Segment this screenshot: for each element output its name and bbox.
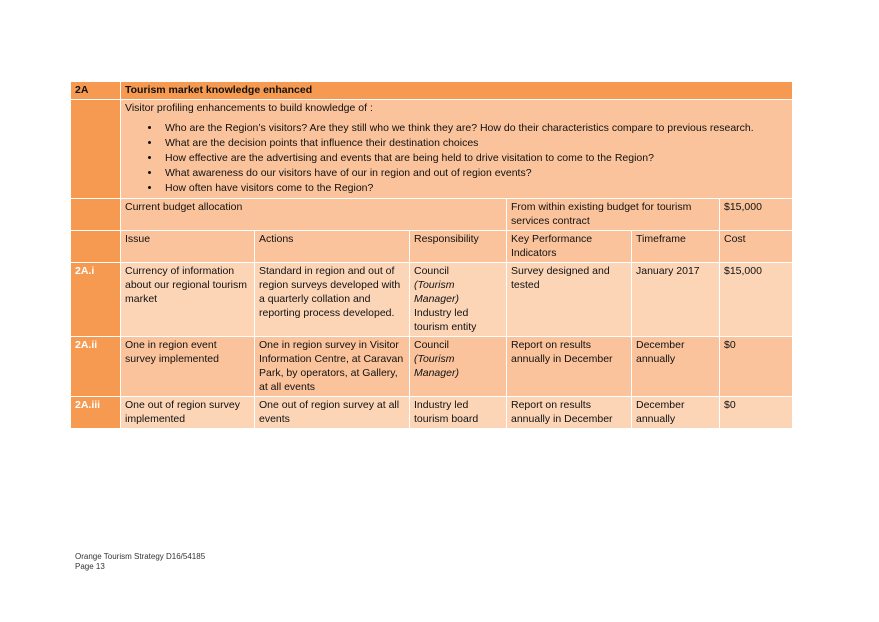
column-header-row: [71, 231, 792, 262]
header-timeframe: Timeframe: [632, 231, 719, 262]
action-plan-table: [70, 81, 793, 429]
bullet-list: [125, 121, 788, 195]
bullet-item: • How effective are the advertising and events that are being held to drive visitation to come to the Region?: [161, 151, 788, 165]
row-kpi: Report on results annually in December: [507, 337, 631, 396]
row-issue: One out of region survey implemented: [121, 397, 254, 428]
table-row: [71, 263, 792, 336]
header-issue: Issue: [121, 231, 254, 262]
row-cost: $0: [720, 397, 792, 428]
responsibility-extra: Industry led tourism entity: [414, 307, 477, 333]
section-title: Tourism market knowledge enhanced: [121, 82, 792, 99]
header-actions: Actions: [255, 231, 409, 262]
row-cost: $15,000: [720, 263, 792, 336]
row-cost: $0: [720, 337, 792, 396]
row-actions: One out of region survey at all events: [255, 397, 409, 428]
row-issue: One in region event survey implemented: [121, 337, 254, 396]
table-row: [71, 337, 792, 396]
bullet-item: • Who are the Region’s visitors? Are they still who we think they are? How do their characteristics compare to previous research.: [161, 121, 788, 135]
row-timeframe: December annually: [632, 337, 719, 396]
bullet-item: • What awareness do our visitors have of our in region and out of region events?: [161, 166, 788, 180]
header-cost: Cost: [720, 231, 792, 262]
row-responsibility: Industry led tourism board: [410, 397, 506, 428]
responsibility-role: (Tourism Manager): [414, 353, 459, 379]
budget-spacer: [71, 199, 120, 230]
budget-amount: $15,000: [720, 199, 792, 230]
row-responsibility: [410, 263, 506, 336]
row-timeframe: December annually: [632, 397, 719, 428]
page-footer: [75, 552, 205, 572]
header-responsibility: Responsibility: [410, 231, 506, 262]
header-kpi: Key Performance Indicators: [507, 231, 631, 262]
row-id: 2A.ii: [71, 337, 120, 396]
bullet-item: • How often have visitors come to the Region?: [161, 181, 788, 195]
row-id: 2A.iii: [71, 397, 120, 428]
row-actions: Standard in region and out of region surveys developed with a quarterly collation and reporting process developed.: [255, 263, 409, 336]
header-spacer: [71, 231, 120, 262]
bullet-item: • What are the decision points that influence their destination choices: [161, 136, 788, 150]
budget-source: From within existing budget for tourism services contract: [507, 199, 719, 230]
row-id: 2A.i: [71, 263, 120, 336]
row-kpi: Survey designed and tested: [507, 263, 631, 336]
budget-label: Current budget allocation: [121, 199, 506, 230]
section-intro: Visitor profiling enhancements to build knowledge of :: [125, 102, 373, 114]
section-description-row: [71, 100, 792, 198]
section-description: [121, 100, 792, 198]
budget-row: [71, 199, 792, 230]
responsibility-role: (Tourism Manager): [414, 279, 459, 305]
footer-document-ref: Orange Tourism Strategy D16/54185: [75, 552, 206, 561]
section-number-spacer: [71, 100, 120, 198]
row-actions: One in region survey in Visitor Information Centre, at Caravan Park, by operators, at Gallery, at all events: [255, 337, 409, 396]
row-timeframe: January 2017: [632, 263, 719, 336]
row-issue: Currency of information about our regional tourism market: [121, 263, 254, 336]
responsibility-owner: Council: [414, 339, 450, 351]
footer-page-number: Page 13: [75, 562, 105, 571]
section-number: 2A: [71, 82, 120, 99]
section-header-row: [71, 82, 792, 99]
row-responsibility: [410, 337, 506, 396]
row-kpi: Report on results annually in December: [507, 397, 631, 428]
table-row: [71, 397, 792, 428]
responsibility-owner: Council: [414, 265, 450, 277]
